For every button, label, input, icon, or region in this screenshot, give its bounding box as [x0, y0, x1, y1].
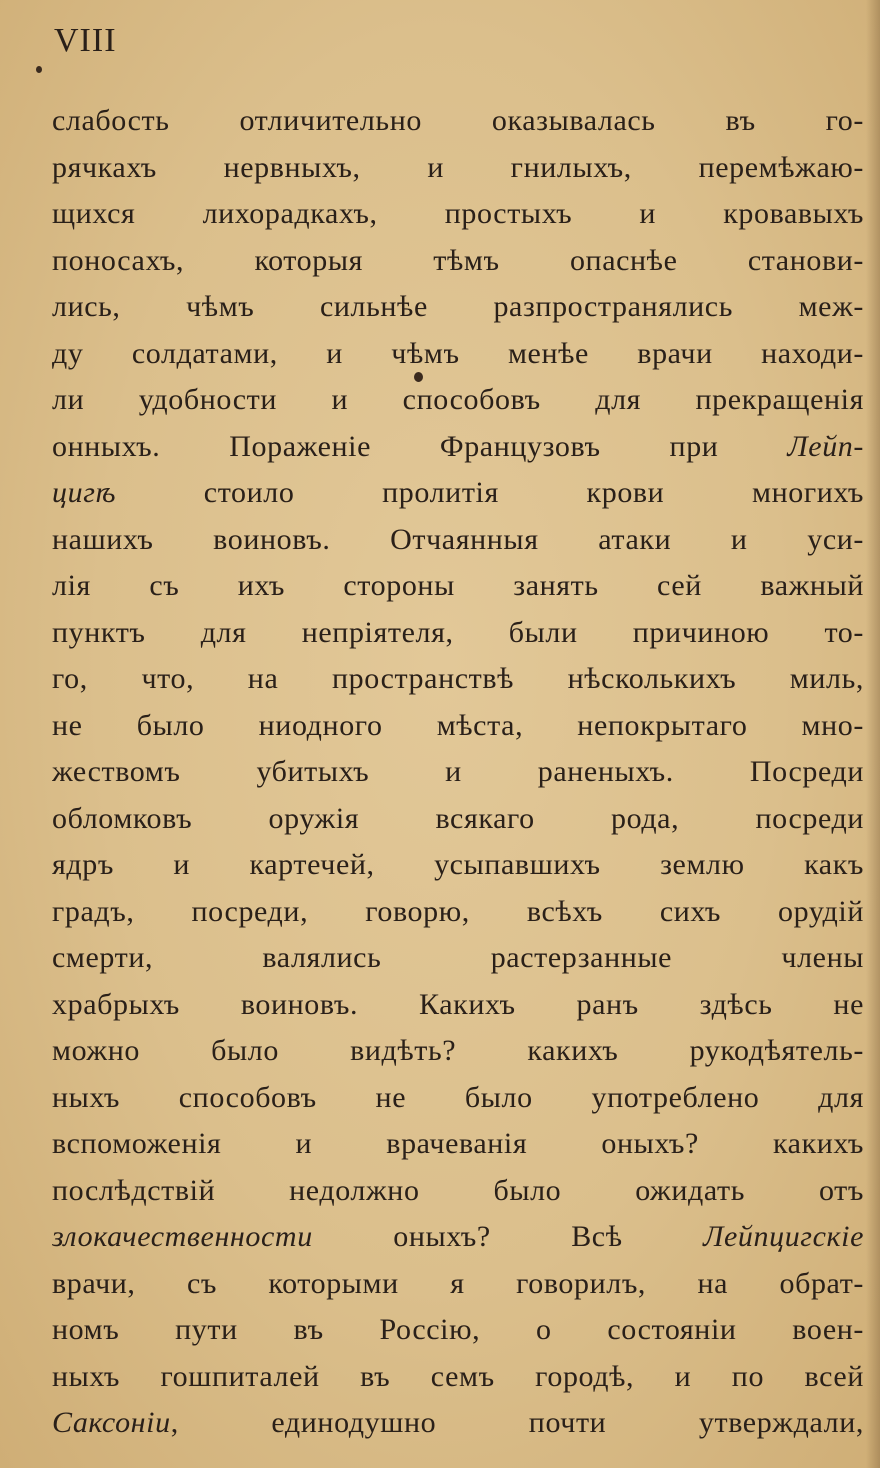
italic-text-segment: Лейп- [787, 429, 864, 463]
text-line [52, 1214, 864, 1261]
text-line: ныхъ способовъ не было употреблено для [52, 1080, 864, 1114]
text-line: обломковъ оружія всякаго рода, посреди [52, 801, 864, 835]
page-edge-shadow [866, 0, 880, 1468]
body-text [52, 98, 864, 1447]
text-line: жествомъ убитыхъ и раненыхъ. Посреди [52, 755, 864, 788]
text-line: можно было видѣть? какихъ рукодѣятель- [52, 1034, 864, 1067]
text-line: лія съ ихъ стороны занять сей важный [52, 569, 864, 602]
text-segment: стоило пролитія крови многихъ [116, 476, 864, 509]
text-line: номъ пути въ Россію, о состояніи воен- [52, 1313, 864, 1346]
text-line [52, 1400, 864, 1447]
text-line: смерти, валялись растерзанные члены [52, 941, 864, 974]
text-line: храбрыхъ воиновъ. Какихъ ранъ здѣсь не [52, 987, 864, 1021]
text-line: лись, чѣмъ сильнѣе разпространялись меж- [52, 290, 864, 323]
italic-text-segment: злокачественности [52, 1220, 313, 1253]
text-line: ли удобности и способовъ для прекращенія [52, 383, 864, 416]
italic-text-segment: Саксоніи [52, 1406, 171, 1439]
text-line: градъ, посреди, говорю, всѣхъ сихъ орудій [52, 894, 864, 928]
text-segment: онныхъ. Пораженіе Французовъ при [52, 429, 788, 463]
text-line: слабость отличительно оказывалась въ го- [52, 104, 864, 137]
text-line: врачи, съ которыми я говорилъ, на обрат- [52, 1266, 864, 1300]
text-line: щихся лихорадкахъ, простыхъ и кровавыхъ [52, 197, 864, 230]
text-line [52, 424, 864, 471]
italic-text-segment: Лейпцигскіе [703, 1220, 864, 1253]
text-line: ду солдатами, и чѣмъ менѣе врачи находи- [52, 336, 864, 370]
text-line: не было ниодного мѣста, непокрытаго мно- [52, 708, 864, 742]
text-line: ядръ и картечей, усыпавшихъ землю какъ [52, 848, 864, 881]
text-line: послѣдствій недолжно было ожидать отъ [52, 1173, 864, 1207]
text-line: пунктъ для непріятеля, были причиною то- [52, 615, 864, 649]
text-line: нашихъ воиновъ. Отчаянныя атаки и уси- [52, 522, 864, 556]
text-segment: оныхъ? Всѣ [312, 1220, 704, 1253]
text-segment: , единодушно почти утверждали, [170, 1406, 864, 1439]
text-line: рячкахъ нервныхъ, и гнилыхъ, перемѣжаю- [52, 150, 864, 184]
text-line: ныхъ гошпиталей въ семъ городѣ, и по всей [52, 1359, 864, 1393]
italic-text-segment: цигѣ [52, 476, 117, 509]
page-number: VIII [54, 22, 117, 59]
text-line: поносахъ, которыя тѣмъ опаснѣе станови- [52, 243, 864, 277]
text-line: го, что, на пространствѣ нѣсколькихъ миль, [52, 662, 864, 695]
ink-speck [36, 66, 42, 73]
text-line [52, 470, 864, 517]
text-line: вспоможенія и врачеванія оныхъ? какихъ [52, 1127, 864, 1160]
